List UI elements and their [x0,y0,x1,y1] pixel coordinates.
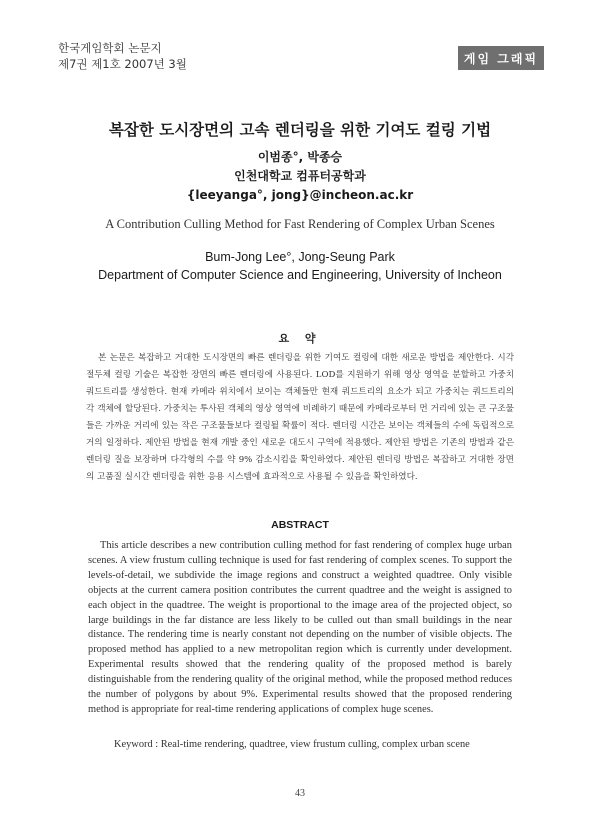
korean-title: 복잡한 도시장면의 고속 렌더링을 위한 기여도 컬링 기법 [108,121,492,139]
korean-author-block [0,148,600,205]
english-author-block [0,248,600,284]
abstract-heading: ABSTRACT [271,519,329,531]
journal-name: 한국게임학회 논문지 [58,41,162,55]
journal-info [58,40,187,72]
korean-abstract-body: 본 논문은 복잡하고 거대한 도시장면의 빠른 렌더링을 위한 기여도 컬링에 대한 새로운 방법을 제안한다. 시각 절두체 컬링 기술은 복잡한 장면의 빠른 렌더링에 사용된다. LOD를 지원하기 위해 영상 영역을 분할하고 가중치 쿼드트리를 생성한다. 현재 카메라 위치에서 보이는 객체들만 현재 쿼드트리의 요소가 되고 가중치는 쿼드트리의 각 객체에 할당된다. 가중치는 투사된 객체의 영상 영역에 비례하기 때문에 카메라로부터 먼 거리에 있는 큰 구조물들은 가까운 거리에 있는 작은 구조물들보다 컬링될 확률이 적다. 렌더링 시간은 보이는 객체들의 수에 독립적으로 거의 일정하다. 제안된 방법을 현재 개발 중인 새로운 대도시 구역에 적용했다. 제안된 방법은 기존의 방법과 같은 렌더링 질을 보장하며 다각형의 수를 약 9% 감소시킴을 확인하였다. 제안된 렌더링 방법은 복잡하고 거대한 장면의 고품질 실시간 렌더링을 위한 응용 시스템에 효과적으로 사용될 수 있음을 확인하였다. [86,353,514,482]
english-affiliation: Department of Computer Science and Engineering, University of Incheon [98,268,502,282]
section-badge: 게임 그래픽 [458,46,544,70]
english-title: A Contribution Culling Method for Fast Rendering of Complex Urban Scenes [105,217,495,231]
english-authors: Bum-Jong Lee°, Jong-Seung Park [205,250,395,264]
keywords: Keyword : Real-time rendering, quadtree, view frustum culling, complex urban scene [114,739,470,750]
page-number: 43 [295,788,305,799]
korean-abstract-heading: 요 약 [278,332,322,345]
journal-issue: 제7권 제1호 2007년 3월 [58,57,187,71]
author-email: {leeyanga°, jong}@incheon.ac.kr [186,188,414,202]
abstract-body: This article describes a new contribution culling method for fast rendering of complex huge urban scenes. A view frustum culling technique is used for fast rendering of complex scenes. To support the levels-of-detail, we subdivide the image regions and construct a weighted quadtree. Only visible objects at the current camera position contributes the current quadtree and the weight is assigned to each object in the quadtree. The weight is proportional to the image area of the projected object, so large buildings in the far distance are less likely to be culled out than small buildings in the near distance. The rendering time is nearly constant not depending on the number of visible objects. The proposed method has applied to a new metropolitan region which is currently under development. Experimental results showed that the rendering quality of the proposed method is barely distinguishable from the rendering quality of the original method, while the proposed method reduces the number of polygons by about 9%. Experimental results showed that the proposed rendering method is appropriate for real-time rendering applications of complex huge scenes. [88,540,512,715]
korean-authors: 이범종°, 박종승 [257,150,343,164]
korean-affiliation: 인천대학교 컴퓨터공학과 [234,169,366,183]
